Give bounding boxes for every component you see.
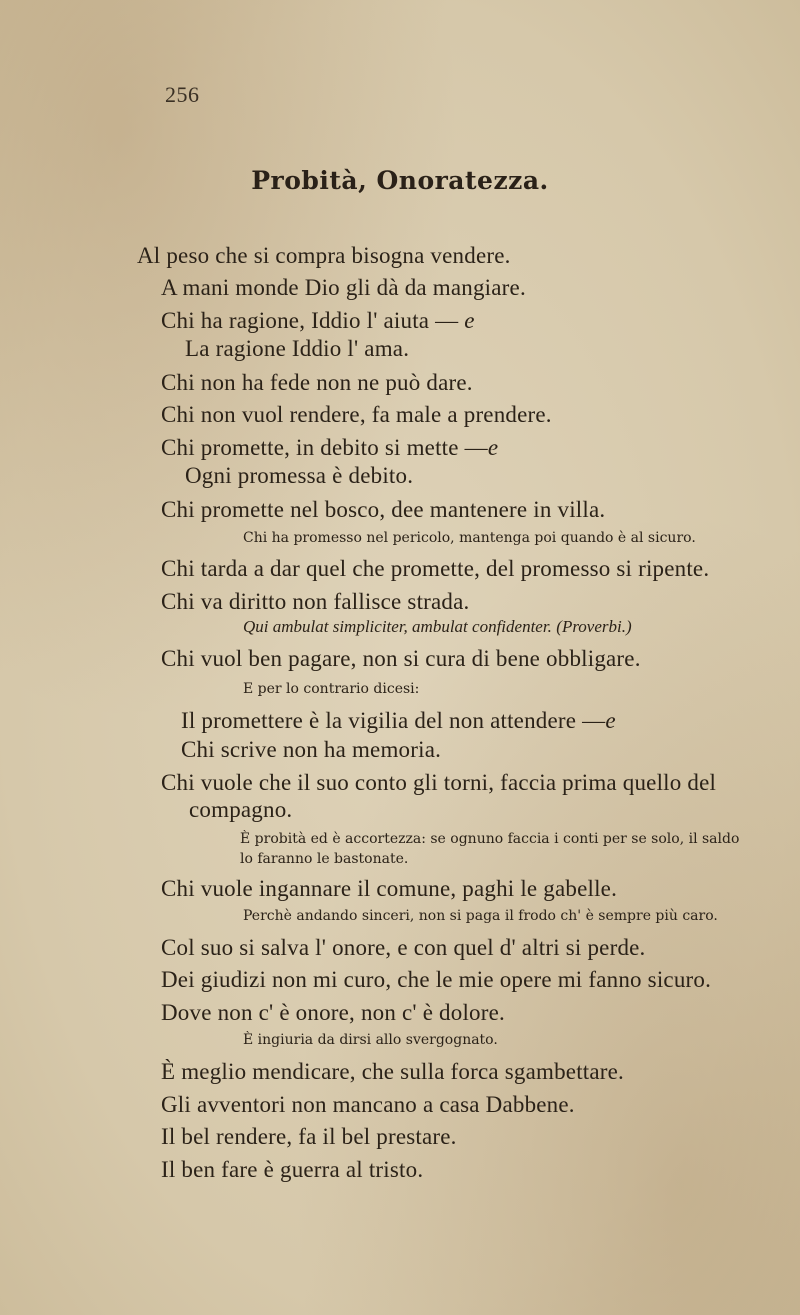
proverb-line: Chi ha ragione, Iddio l' aiuta — e xyxy=(161,308,475,333)
proverb-line: compagno. xyxy=(189,797,293,822)
proverb-note: Perchè andando sinceri, non si paga il frodo ch' è sempre più caro. xyxy=(243,908,718,924)
proverb-line: Dove non c' è onore, non c' è dolore. xyxy=(161,1000,505,1025)
proverb-note: lo faranno le bastonate. xyxy=(240,851,409,867)
conjunction: e xyxy=(605,708,616,733)
proverb-line: Chi non ha fede non ne può dare. xyxy=(161,370,473,395)
page-number: 256 xyxy=(165,82,200,107)
proverb-note: E per lo contrario dicesi: xyxy=(243,681,420,697)
conjunction: e xyxy=(487,435,499,460)
proverb-line: Chi scrive non ha memoria. xyxy=(181,737,442,762)
proverb-line: Chi promette, in debito si mette —e xyxy=(161,435,499,460)
proverb-note: Chi ha promesso nel pericolo, mantenga poi quando è al sicuro. xyxy=(243,530,696,546)
proverb-line: Il ben fare è guerra al tristo. xyxy=(161,1157,424,1182)
proverb-line: La ragione Iddio l' ama. xyxy=(185,336,410,361)
proverb-note: È probità ed è accortezza: se ognuno faccia i conti per se solo, il saldo xyxy=(240,831,740,847)
proverb-line: Al peso che si compra bisogna vendere. xyxy=(137,243,511,268)
proverb-line: Dei giudizi non mi curo, che le mie opere mi fanno sicuro. xyxy=(161,967,712,992)
proverb-line: Il promettere è la vigilia del non attendere —e xyxy=(181,708,616,733)
proverb-line: Chi non vuol rendere, fa male a prendere. xyxy=(161,402,552,427)
proverb-line: Chi vuol ben pagare, non si cura di bene obbligare. xyxy=(161,646,641,671)
proverb-line: Ogni promessa è debito. xyxy=(185,463,414,488)
proverb-line: Chi va diritto non fallisce strada. xyxy=(161,589,470,614)
proverb-line: Il bel rendere, fa il bel prestare. xyxy=(161,1124,457,1149)
proverb-line: Gli avventori non mancano a casa Dabbene. xyxy=(161,1092,575,1117)
proverb-note: Qui ambulat simpliciter, ambulat confidenter. (Proverbi.) xyxy=(243,617,632,636)
proverb-line: A mani monde Dio gli dà da mangiare. xyxy=(161,275,526,300)
proverb-line: È meglio mendicare, che sulla forca sgambettare. xyxy=(161,1059,625,1084)
proverb-note: È ingiuria da dirsi allo svergognato. xyxy=(243,1032,498,1048)
proverb-line: Chi vuole ingannare il comune, paghi le gabelle. xyxy=(161,876,618,901)
proverb-line: Chi tarda a dar quel che promette, del promesso si ripente. xyxy=(161,556,710,581)
proverb-line: Col suo si salva l' onore, e con quel d' altri si perde. xyxy=(161,935,646,960)
proverb-line: Chi vuole che il suo conto gli torni, faccia prima quello del xyxy=(161,770,717,795)
page-title: Probità, Onoratezza. xyxy=(251,166,549,195)
conjunction: e xyxy=(464,308,475,333)
proverb-line: Chi promette nel bosco, dee mantenere in villa. xyxy=(161,497,606,522)
